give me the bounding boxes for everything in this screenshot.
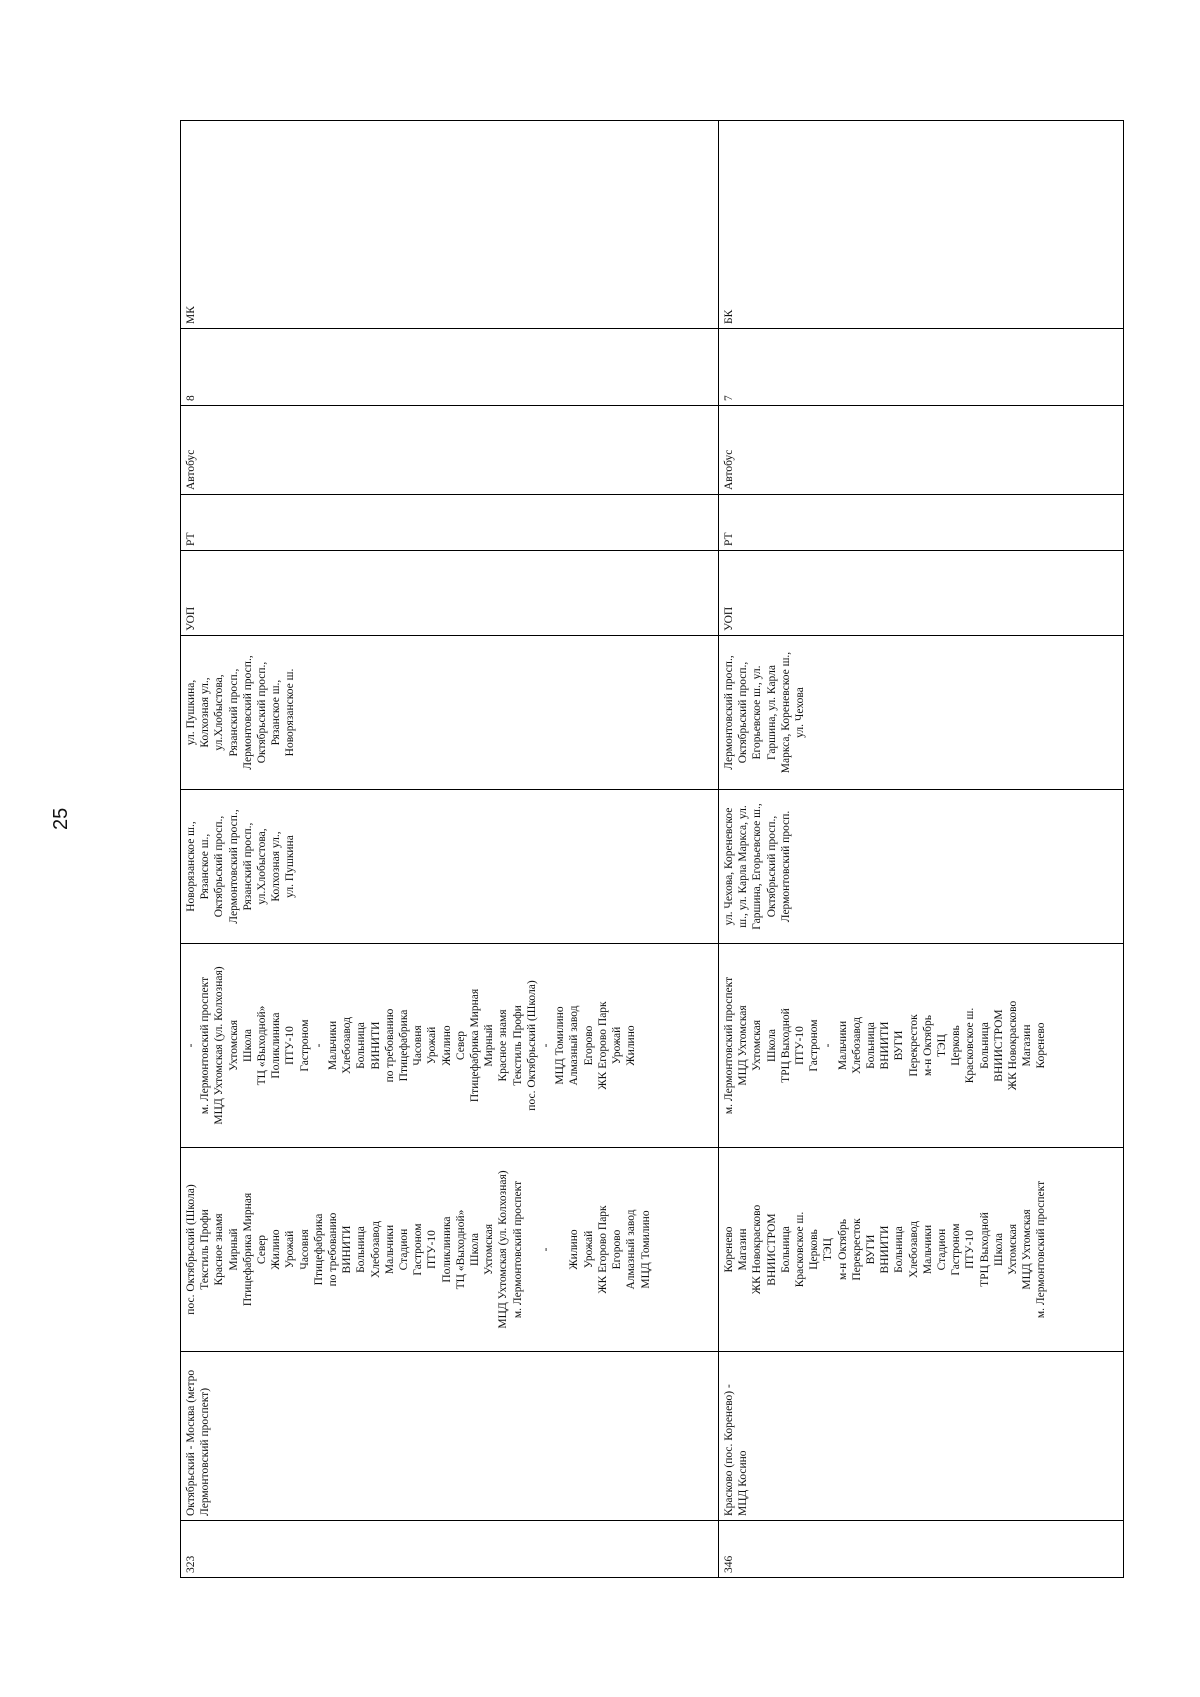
cell-line: Октябрьский просп., (256, 661, 269, 764)
route-name: Октябрьский - Москва (метро Лермонтовский проспект) (181, 1352, 719, 1521)
cell-line: м-н Октябрь (836, 1219, 849, 1280)
route-count: 7 (719, 329, 1124, 406)
cell-line: Рязанское ш., (199, 833, 212, 900)
cell-line: Церковь (808, 1229, 821, 1270)
cell-line: пос. Октябрьский (Школа) (525, 980, 538, 1111)
cell-line: по требованию (327, 1212, 340, 1287)
cell-line: Лермонтовский просп., (241, 655, 254, 770)
cell-line: МЦД Томилино (554, 1006, 567, 1085)
route-number: 346 (719, 1521, 1124, 1578)
cell-line: Школа (469, 1232, 482, 1267)
cell-line: Гаршина, Егорьевское ш., (751, 803, 764, 930)
cell-line: ТЭЦ (822, 1238, 835, 1261)
cell-line: Рязанский просп., (227, 668, 240, 757)
cell-line: Ухтомская (751, 1019, 764, 1072)
cell-line: Поликлиника (440, 1216, 453, 1283)
cell-line: ВНИИТИ (879, 1021, 892, 1070)
cell-line: Красное знамя (213, 1213, 226, 1286)
cell-line: Север (454, 1030, 467, 1061)
route-count: 8 (181, 329, 719, 406)
cell-line: по требованию (383, 1008, 396, 1083)
cell-line: Текстиль Профи (511, 1005, 524, 1086)
cell-line: Егорово (611, 1229, 624, 1270)
cell-line: Церковь (950, 1025, 963, 1066)
cell-line: ВИНИТИ (369, 1021, 382, 1070)
streets-forward (181, 790, 719, 944)
streets-forward (719, 790, 1124, 944)
cell-line: Хлебозавод (369, 1220, 382, 1279)
cell-line: Новорязанское ш., (185, 821, 197, 912)
cell-line: Колхозная ул., (270, 831, 283, 902)
cell-line: ш., ул. Карла Маркса, ул. (737, 805, 750, 928)
route-class: БК (719, 121, 1124, 329)
route-name: Красково (пос. Коренево) - МЦД Косино (719, 1352, 1124, 1521)
cell-line: ТРЦ Выходной (978, 1212, 991, 1287)
cell-line: ВУГИ (865, 1234, 878, 1265)
cell-line: Часовня (298, 1229, 311, 1270)
cell-line: Коренево (1035, 1022, 1048, 1069)
streets-backward (181, 636, 719, 790)
cell-line: Мирный (227, 1228, 240, 1271)
cell-line: Птицефабрика (398, 1009, 411, 1082)
cell-line: м. Лермонтовский проспект (199, 976, 212, 1115)
cell-line: ул. Пушкина, (185, 679, 197, 746)
cell-line: - (540, 1043, 553, 1048)
cell-line: ВНИИТИ (879, 1225, 892, 1274)
cell-line: Больница (978, 1022, 991, 1069)
cell-line: Магазин (1021, 1024, 1034, 1067)
cell-line: Рязанское ш., (270, 679, 283, 746)
cell-line: МЦД Томилино (639, 1210, 652, 1289)
cell-line: Больница (355, 1226, 368, 1273)
route-type: УОП (181, 551, 719, 636)
cell-line: пос. Октябрьский (Школа) (185, 1184, 197, 1315)
stops-forward (181, 1148, 719, 1352)
cell-line: Мальчики (921, 1224, 934, 1275)
cell-line: Птицефабрика (312, 1213, 325, 1286)
cell-line: ул. Чехова (794, 687, 807, 738)
cell-line: Урожай (284, 1230, 297, 1269)
table-row (181, 121, 719, 1578)
cell-line: - (185, 1043, 197, 1048)
cell-line: Октябрьский просп., (765, 815, 778, 918)
cell-line: ЖК Новокрасково (1007, 1000, 1020, 1091)
cell-line: - (540, 1247, 553, 1252)
route-class: МК (181, 121, 719, 329)
cell-line: ПТУ-10 (284, 1026, 297, 1065)
cell-line: Маркса, Кореневское ш., (779, 651, 792, 774)
cell-line: МЦД Ухтомская (ул. Колхозная) (213, 966, 226, 1125)
cell-line: м. Лермонтовский проспект (511, 1180, 524, 1319)
cell-line: ЖК Егорово Парк (596, 1001, 609, 1090)
cell-line: м. Лермонтовский проспект (1035, 1180, 1048, 1319)
cell-line: Север (256, 1234, 269, 1265)
cell-line (525, 1152, 539, 1347)
cell-line: Ухтомская (1007, 1223, 1020, 1276)
cell-line: Новорязанское ш. (284, 668, 297, 757)
cell-line: Птицефабрика Мирная (241, 1192, 254, 1307)
route-vehicle: Автобус (719, 406, 1124, 495)
cell-line: Коренево (723, 1226, 735, 1273)
cell-line: ТРЦ Выходной (779, 1008, 792, 1083)
cell-line: Птицефабрика Мирная (469, 988, 482, 1103)
cell-line: м. Лермонтовский проспект (723, 976, 735, 1115)
route-tariff: РТ (719, 495, 1124, 551)
cell-line: Красковское ш. (964, 1007, 977, 1084)
table-row (719, 121, 1124, 1578)
cell-line: Рязанский просп., (241, 822, 254, 911)
cell-line: МЦД Ухтомская (1021, 1209, 1034, 1290)
cell-line: Гастроном (298, 1019, 311, 1072)
cell-line: Мальчики (327, 1020, 340, 1071)
cell-line: ул. Чехова, Кореневское (723, 807, 735, 926)
cell-line: ул. Пушкина (284, 835, 297, 898)
stops-backward (181, 944, 719, 1148)
page-number: 25 (50, 807, 72, 830)
cell-line: Стадион (398, 1228, 411, 1271)
route-tariff: РТ (181, 495, 719, 551)
cell-line: Больница (779, 1226, 792, 1273)
route-type: УОП (719, 551, 1124, 636)
cell-line: Лермонтовский просп., (723, 655, 735, 770)
cell-line: ВИНИТИ (341, 1225, 354, 1274)
cell-line: - (822, 1043, 835, 1048)
cell-line: Текстиль Профи (199, 1209, 212, 1290)
cell-line: Октябрьский просп., (213, 815, 226, 918)
cell-line: Поликлиника (270, 1012, 283, 1079)
cell-line (553, 1152, 567, 1347)
cell-line: Урожай (611, 1026, 624, 1065)
cell-line: ПТУ-10 (426, 1230, 439, 1269)
cell-line: МЦД Ухтомская (737, 1005, 750, 1086)
cell-line: ул.Хлобыстова, (256, 828, 269, 905)
cell-line: Перекресток (850, 1218, 863, 1281)
cell-line: Школа (765, 1028, 778, 1063)
cell-line: Стадион (936, 1228, 949, 1271)
streets-backward (719, 636, 1124, 790)
cell-line: Мальчики (383, 1224, 396, 1275)
cell-line: Гастроном (950, 1223, 963, 1276)
route-vehicle: Автобус (181, 406, 719, 495)
cell-line: Урожай (426, 1026, 439, 1065)
cell-line: Больница (865, 1022, 878, 1069)
cell-line: Красное знамя (497, 1009, 510, 1082)
cell-line: Перекресток (907, 1014, 920, 1077)
cell-line: м-н Октябрь (921, 1015, 934, 1076)
cell-line: Жилино (270, 1229, 283, 1270)
route-number: 323 (181, 1521, 719, 1578)
stops-forward (719, 1148, 1124, 1352)
cell-line: Егорьевское ш., ул. (751, 665, 764, 760)
cell-line: Мирный (483, 1024, 496, 1067)
cell-line: Егорово (582, 1025, 595, 1066)
cell-line: Школа (992, 1232, 1005, 1267)
cell-line: Ухтомская (483, 1223, 496, 1276)
cell-line: ЖК Новокрасково (751, 1204, 764, 1295)
cell-line: ВНИИСТРОМ (765, 1213, 778, 1286)
cell-line: ЖК Егорово Парк (596, 1205, 609, 1294)
cell-line: Часовня (412, 1025, 425, 1066)
cell-line: Больница (893, 1226, 906, 1273)
cell-line: Жилино (440, 1025, 453, 1066)
cell-line: Жилино (625, 1025, 638, 1066)
cell-line: Красковское ш. (794, 1211, 807, 1288)
cell-line: Алмазный завод (568, 1005, 581, 1086)
cell-line: Октябрьский просп., (737, 661, 750, 764)
cell-line: Гастроном (412, 1223, 425, 1276)
cell-line: ул.Хлобыстова, (213, 674, 226, 751)
cell-line: ПТУ-10 (794, 1026, 807, 1065)
cell-line: Школа (241, 1028, 254, 1063)
cell-line: Лермонтовский просп., (227, 809, 240, 924)
cell-line: Хлебозавод (341, 1016, 354, 1075)
cell-line: ТЦ «Выходной» (256, 1005, 269, 1086)
cell-line: Магазин (737, 1228, 750, 1271)
cell-line: ВНИИСТРОМ (992, 1009, 1005, 1082)
routes-table (180, 120, 1124, 1578)
cell-line: Гастроном (808, 1019, 821, 1072)
cell-line: Мальчики (836, 1020, 849, 1071)
cell-line: МЦД Ухтомская (ул. Колхозная) (497, 1170, 510, 1329)
rotated-page-content (180, 120, 1111, 1578)
cell-line: Урожай (582, 1230, 595, 1269)
cell-line: ВУГИ (893, 1030, 906, 1061)
cell-line: Колхозная ул., (199, 677, 212, 748)
cell-line: Гаршина, ул. Карла (765, 664, 778, 761)
cell-line: ТЦ «Выходной» (454, 1209, 467, 1290)
cell-line: Ухтомская (227, 1019, 240, 1072)
cell-line: Хлебозавод (850, 1016, 863, 1075)
stops-backward (719, 944, 1124, 1148)
cell-line: ПТУ-10 (964, 1230, 977, 1269)
cell-line: Алмазный завод (625, 1209, 638, 1290)
cell-line: Жилино (568, 1229, 581, 1270)
cell-line: Больница (355, 1022, 368, 1069)
cell-line: ТЭЦ (936, 1034, 949, 1057)
cell-line: Лермонтовский просп. (779, 810, 792, 923)
cell-line: - (312, 1043, 325, 1048)
cell-line: Хлебозавод (907, 1220, 920, 1279)
